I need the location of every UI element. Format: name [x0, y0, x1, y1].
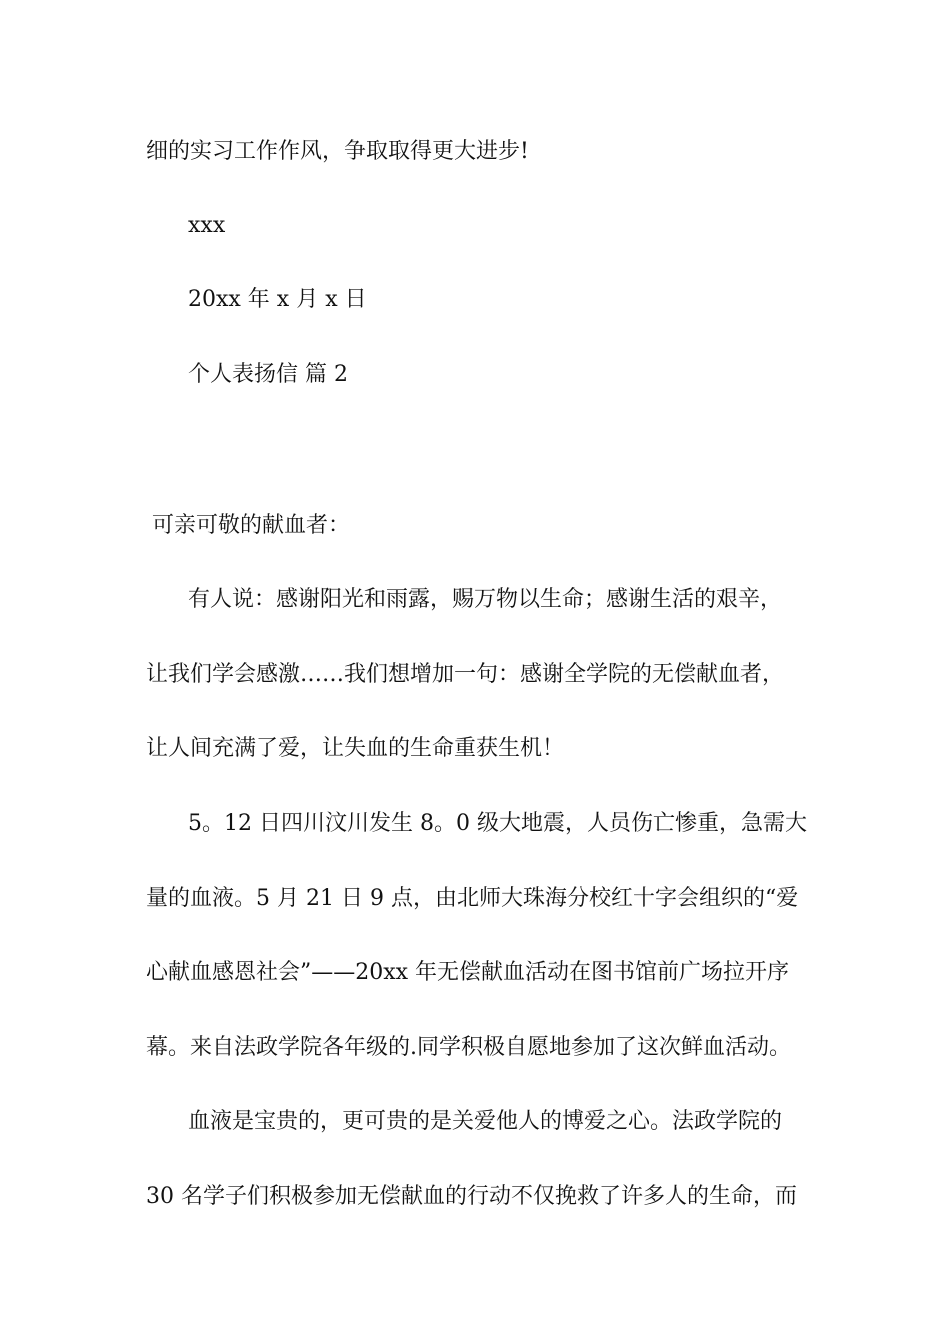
paragraph-line: 细的实习工作作风，争取取得更大进步!	[146, 139, 529, 164]
paragraph-line: 让人间充满了爱，让失血的生命重获生机！	[146, 736, 565, 761]
signature-name: xxx	[188, 213, 226, 238]
paragraph-line: 血液是宝贵的，更可贵的是关爱他人的博爱之心。法政学院的	[188, 1109, 783, 1134]
paragraph-line: 心献血感恩社会”——20xx 年无偿献血活动在图书馆前广场拉开序	[146, 960, 790, 985]
paragraph-line: 有人说：感谢阳光和雨露，赐万物以生命；感谢生活的艰辛，	[188, 587, 783, 612]
signature-date: 20xx 年 x 月 x 日	[188, 287, 367, 312]
paragraph-line: 30 名学子们积极参加无偿献血的行动不仅挽救了许多人的生命，而	[146, 1184, 797, 1209]
paragraph-line: 量的血液。5 月 21 日 9 点，由北师大珠海分校红十字会组织的“爱	[146, 886, 799, 911]
salutation: 可亲可敬的献血者：	[152, 513, 351, 538]
paragraph-line: 让我们学会感激……我们想增加一句：感谢全学院的无偿献血者，	[146, 662, 785, 687]
paragraph-line: 5。12 日四川汶川发生 8。0 级大地震，人员伤亡惨重，急需大	[188, 811, 807, 836]
section-heading: 个人表扬信 篇 2	[188, 362, 348, 387]
paragraph-line: 幕。来自法政学院各年级的.同学积极自愿地参加了这次鲜血活动。	[146, 1035, 791, 1060]
